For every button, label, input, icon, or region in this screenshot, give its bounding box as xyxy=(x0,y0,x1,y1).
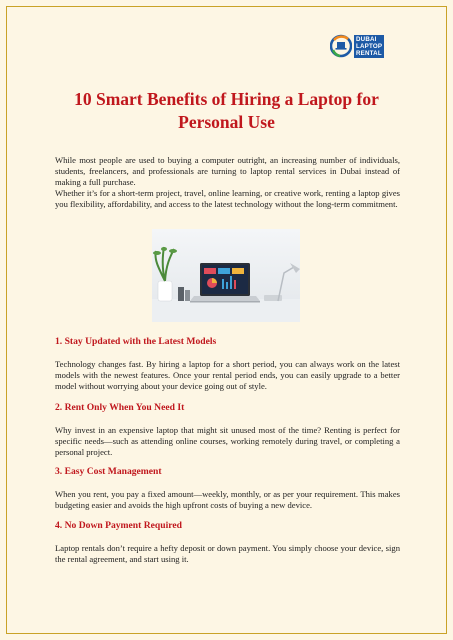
section-body-1: Technology changes fast. By hiring a laptop for a short period, you can always work on the latest models with the newest features. Once your rental period ends, you can easily upgrade to a better model without worrying about your device going out of style. xyxy=(55,359,400,391)
section-body-4: Laptop rentals don’t require a hefty deposit or down payment. You simply choose your device, sign the rental agreement, and start using it. xyxy=(55,543,400,564)
brand-line-1: DUBAI xyxy=(356,35,377,43)
section-heading-1: 1. Stay Updated with the Latest Models xyxy=(55,336,217,347)
brand-wordmark xyxy=(354,35,384,58)
brand-line-2: LAPTOP xyxy=(356,42,383,50)
document-title: 10 Smart Benefits of Hiring a Laptop for Personal Use xyxy=(74,89,379,132)
section-body-3: When you rent, you pay a fixed amount—weekly, monthly, or as per your requirement. This makes budgeting easier and avoids the high upfront costs of buying a new device. xyxy=(55,489,400,510)
brand-line-3: RENTAL xyxy=(356,49,382,57)
intro-paragraph-2: Whether it’s for a short-term project, travel, online learning, or creative work, renting a laptop gives you flexibility, affordability, and access to the latest technology without the long-term commitment. xyxy=(55,188,400,209)
section-body-2: Why invest in an expensive laptop that might sit unused most of the time? Renting is perfect for specific needs—such as attending online courses, working remotely during travel, or completing a personal project. xyxy=(55,425,400,457)
section-heading-3: 3. Easy Cost Management xyxy=(55,466,162,477)
section-heading-2: 2. Rent Only When You Need It xyxy=(55,402,185,413)
brand-logo-icon xyxy=(330,34,352,58)
intro-paragraph-1: While most people are used to buying a computer outright, an increasing number of individuals, students, freelancers, and professionals are turning to laptop rental services in Dubai instead of making a full purchase. xyxy=(55,155,400,187)
brand-logo xyxy=(330,32,394,60)
laptop-on-desk-photo xyxy=(152,229,300,322)
section-heading-4: 4. No Down Payment Required xyxy=(55,520,182,531)
